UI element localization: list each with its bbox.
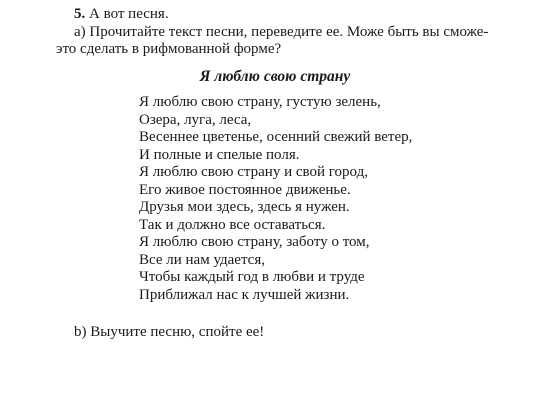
verse-line: Друзья мои здесь, здесь я нужен.	[139, 199, 350, 215]
verse-line: Весеннее цветенье, осенний свежий ветер,	[139, 129, 413, 145]
verse-line: Я люблю свою страну, заботу о том,	[139, 234, 370, 250]
verse-line: Так и должно все оставаться.	[139, 216, 326, 233]
verse-line: Чтобы каждый год в любви и труде	[139, 269, 365, 285]
song-title: Я люблю свою страну	[199, 68, 351, 85]
verse-line: Все ли нам удается,	[139, 251, 265, 268]
verse-line: Приближал нас к лучшей жизни.	[139, 286, 350, 303]
verse-line: Его живое постоянное движенье.	[139, 181, 351, 198]
task-a-line-2: это сделать в рифмованной форме?	[56, 41, 282, 57]
verse-line: И полные и спелые поля.	[139, 146, 300, 163]
task-b: b) Выучите песню, спойте ее!	[74, 324, 265, 340]
exercise-heading: А вот песня.	[89, 6, 169, 22]
exercise-number: 5.	[74, 6, 86, 22]
verse-line: Я люблю свою страну, густую зелень,	[139, 94, 381, 110]
exercise-header	[74, 5, 169, 23]
verse-line: Я люблю свою страну и свой город,	[139, 164, 368, 180]
verse-line: Озера, луга, леса,	[139, 111, 252, 128]
song-verse	[139, 94, 412, 304]
task-a-line-1: a) Прочитайте текст песни, переведите ее. Може быть вы сможе-	[74, 24, 489, 40]
